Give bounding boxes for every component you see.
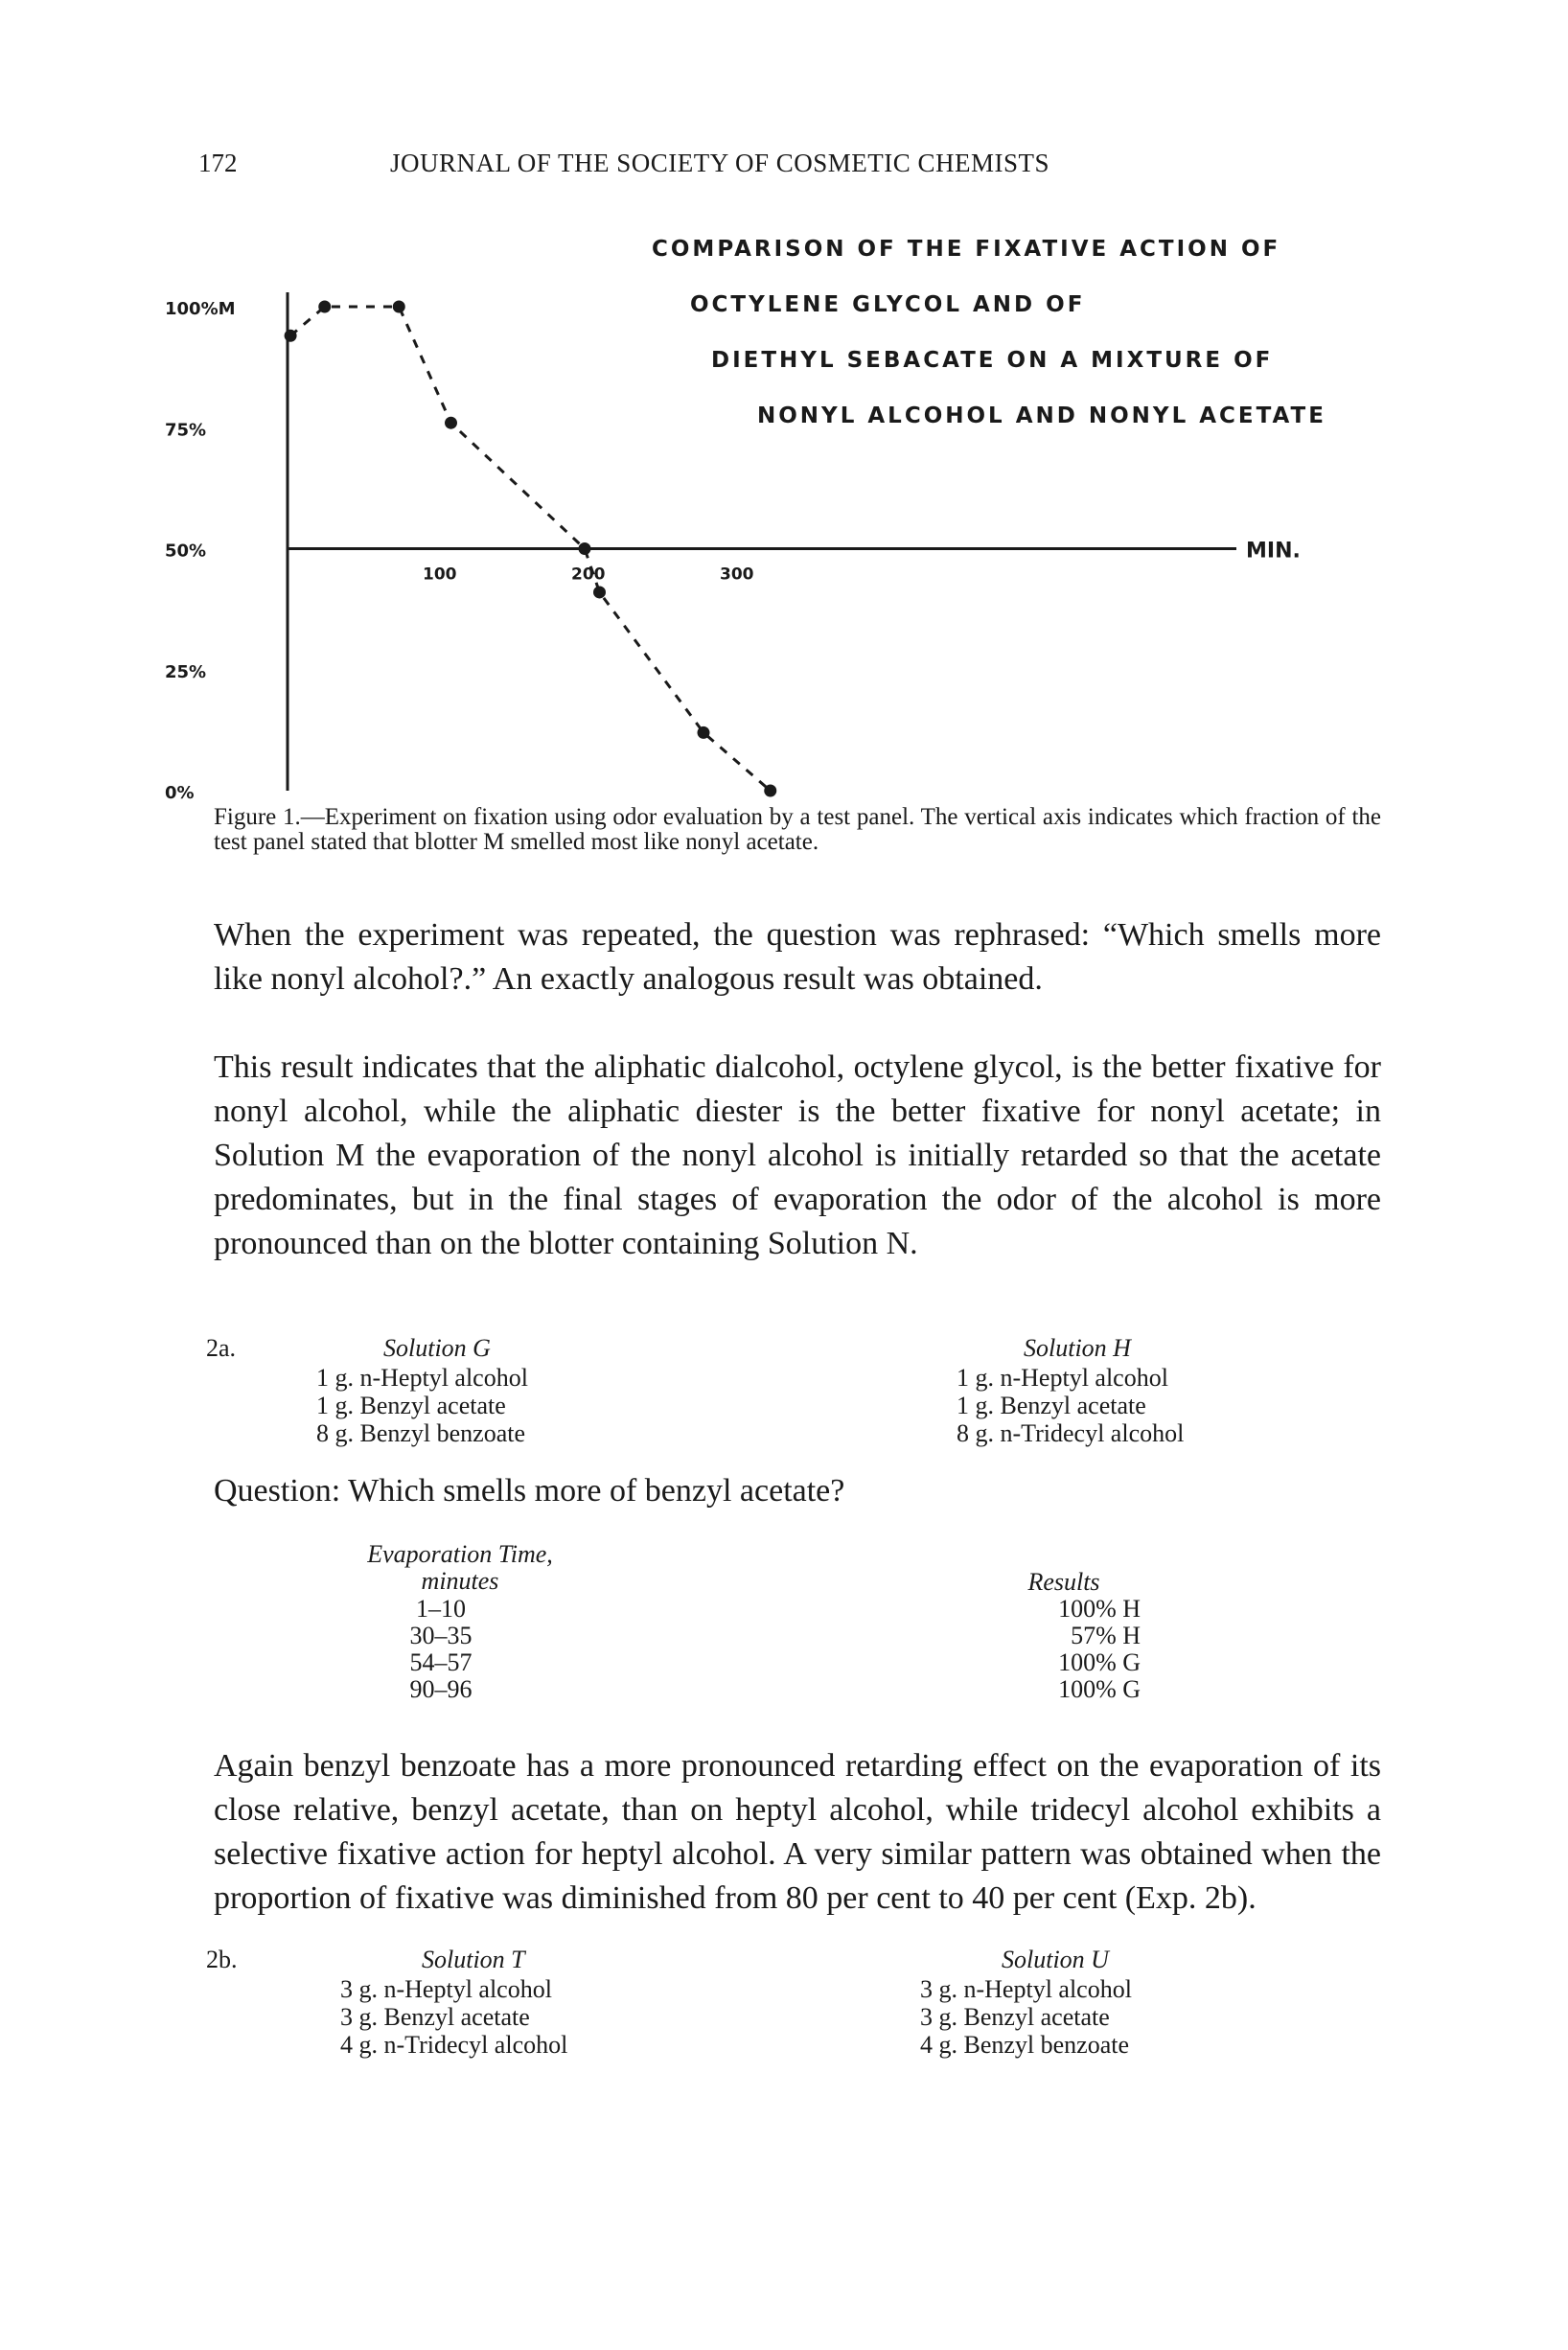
solution-t-line: 4 g. n-Tridecyl alcohol xyxy=(340,2031,568,2059)
y-tick-label: 50% xyxy=(165,541,207,562)
x-tick-label: 100 xyxy=(423,564,457,585)
page-number: 172 xyxy=(198,149,238,177)
x-axis-label: MIN. xyxy=(1246,539,1301,564)
y-tick-label: 0% xyxy=(165,783,195,800)
x-tick-label: 200 xyxy=(571,564,606,585)
table-cell: 30–35 xyxy=(409,1622,473,1649)
solution-g xyxy=(316,1334,661,1447)
figure-caption: Figure 1.—Experiment on fixation using odor evaluation by a test panel. The vertical axis indicates which fraction of the test panel stated that blotter M smelled most like nonyl acetate. xyxy=(214,804,1381,855)
exp-2b-label: 2b. xyxy=(206,1946,238,1973)
solution-h-heading: Solution H xyxy=(1024,1334,1131,1362)
running-header xyxy=(198,149,1387,187)
y-tick-label: 25% xyxy=(165,661,207,682)
data-point xyxy=(594,587,606,598)
table-cell: 100% H xyxy=(1058,1595,1141,1623)
solution-t xyxy=(340,1946,685,2059)
solution-h-line: 1 g. Benzyl acetate xyxy=(957,1392,1146,1419)
solution-h-line: 8 g. n-Tridecyl alcohol xyxy=(957,1419,1185,1447)
chart-title-line: NONYL ALCOHOL AND NONYL ACETATE xyxy=(757,403,1326,428)
exp-2a-label: 2a. xyxy=(206,1334,237,1362)
table-cell: 1–10 xyxy=(416,1595,466,1623)
data-point xyxy=(765,785,776,796)
solution-u-heading: Solution U xyxy=(1002,1946,1109,1973)
table-heading-time-line2: minutes xyxy=(421,1567,499,1595)
chart-title xyxy=(652,237,1326,428)
table-cell: 100% G xyxy=(1058,1648,1141,1676)
solution-h-line: 1 g. n-Heptyl alcohol xyxy=(957,1364,1168,1392)
table-cell: 54–57 xyxy=(409,1648,473,1676)
data-point xyxy=(319,301,331,312)
data-point xyxy=(446,417,457,428)
paragraph-2: This result indicates that the aliphatic dialcohol, octylene glycol, is the better fixative for nonyl alcohol, while the aliphatic diester is the better fixative for nonyl acetate; in Solution M the evaporation of the nonyl alcohol is initially retarded so that the acetate predominates, but in the final stages of evaporation the odor of the alcohol is more pronounced than on the blotter containing Solution N. xyxy=(214,1049,1381,1261)
solution-g-line: 8 g. Benzyl benzoate xyxy=(316,1419,526,1447)
table-heading-time xyxy=(340,1541,580,1595)
solution-t-line: 3 g. n-Heptyl alcohol xyxy=(340,1975,552,2003)
figure-1-chart xyxy=(144,206,1418,800)
solution-t-line: 3 g. Benzyl acetate xyxy=(340,2003,530,2031)
solution-u xyxy=(920,1946,1265,2059)
chart-title-line: OCTYLENE GLYCOL AND OF xyxy=(690,292,1086,317)
x-tick-label: 300 xyxy=(720,564,754,585)
y-tick-label: 100%M xyxy=(165,299,236,319)
y-tick-label: 75% xyxy=(165,420,207,441)
journal-title: JOURNAL OF THE SOCIETY OF COSMETIC CHEMISTS xyxy=(390,149,1050,177)
solution-u-line: 3 g. Benzyl acetate xyxy=(920,2003,1110,2031)
data-point xyxy=(285,330,296,341)
table-cell: 100% G xyxy=(1058,1675,1141,1703)
table-column-time xyxy=(383,1596,498,1703)
table-column-results xyxy=(978,1596,1141,1703)
solution-t-heading: Solution T xyxy=(422,1946,525,1973)
paragraph-3: Again benzyl benzoate has a more pronounced retarding effect on the evaporation of its close relative, benzyl acetate, than on heptyl alcohol, while tridecyl alcohol exhibits a selective fixative action for heptyl alcohol. A very similar pattern was obtained when the proportion of fixative was diminished from 80 per cent to 40 per cent (Exp. 2b). xyxy=(214,1748,1381,1916)
question-2a: Question: Which smells more of benzyl acetate? xyxy=(214,1473,845,1509)
paragraph-1: When the experiment was repeated, the question was rephrased: “Which smells more like nonyl alcohol?.” An exactly analogous result was obtained. xyxy=(214,917,1381,997)
table-heading-results: Results xyxy=(1027,1568,1100,1596)
solution-g-heading: Solution G xyxy=(383,1334,491,1362)
solution-u-line: 3 g. n-Heptyl alcohol xyxy=(920,1975,1132,2003)
solution-g-line: 1 g. Benzyl acetate xyxy=(316,1392,506,1419)
data-point xyxy=(393,301,404,312)
solution-g-line: 1 g. n-Heptyl alcohol xyxy=(316,1364,528,1392)
table-heading-time-line1: Evaporation Time, xyxy=(367,1540,553,1568)
chart-title-line: COMPARISON OF THE FIXATIVE ACTION OF xyxy=(652,237,1281,262)
data-point xyxy=(579,543,590,555)
solution-h xyxy=(957,1334,1302,1447)
table-cell: 57% H xyxy=(1071,1622,1141,1649)
chart-title-line: DIETHYL SEBACATE ON A MIXTURE OF xyxy=(711,348,1274,373)
data-point xyxy=(698,726,709,738)
solution-u-line: 4 g. Benzyl benzoate xyxy=(920,2031,1130,2059)
table-cell: 90–96 xyxy=(409,1675,473,1703)
